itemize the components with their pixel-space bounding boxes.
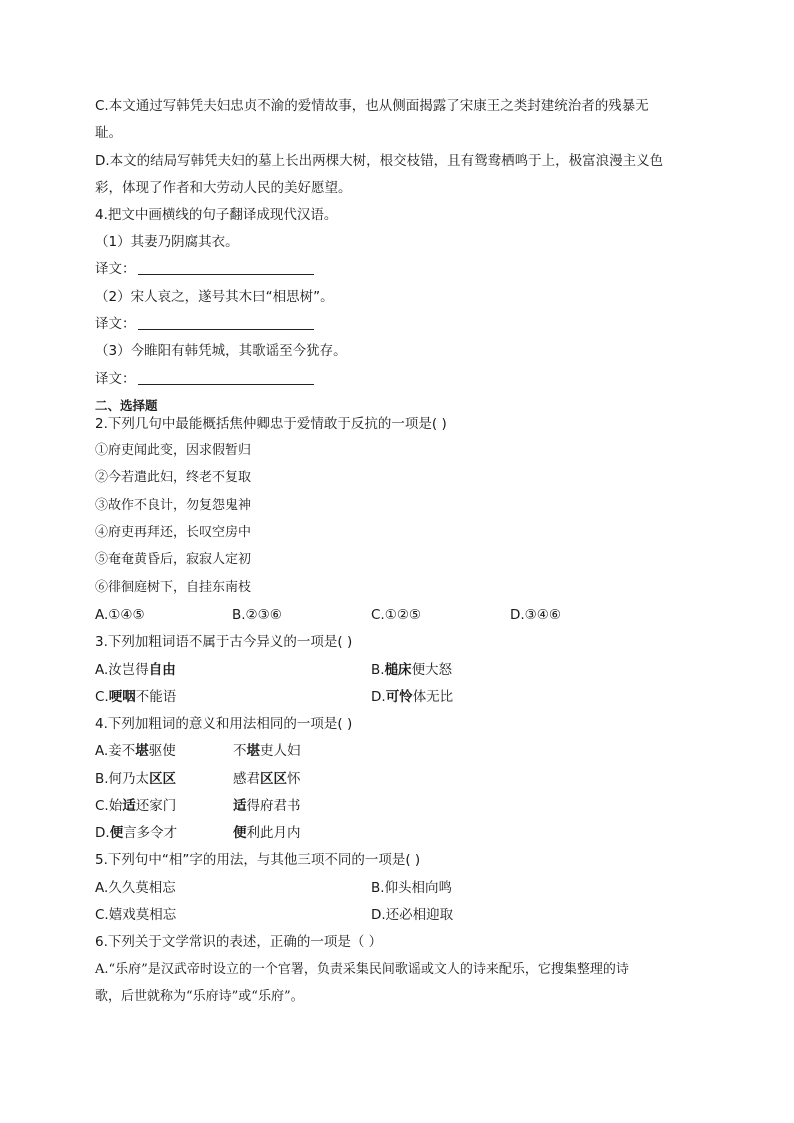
- list-item: ②今若遣此妇，终老不复取: [95, 470, 252, 485]
- q5-option-d[interactable]: D.还必相迎取: [371, 907, 454, 923]
- option-text: 吏人妇: [260, 743, 301, 759]
- option-text: 便大怒: [411, 662, 453, 678]
- option-text: 体无比: [412, 689, 454, 705]
- question-4-translate: 4.把文中画横线的句子翻译成现代汉语。: [95, 207, 338, 223]
- q2-option-a[interactable]: A.①④⑤: [95, 607, 145, 623]
- option-text: 不能语: [135, 689, 177, 705]
- list-item: ①府吏闻此变，因求假暂归: [95, 443, 252, 458]
- sentence-2: （2）宋人哀之，遂号其木曰“相思树”。: [95, 289, 334, 305]
- q2-option-d[interactable]: D.③④⑥: [510, 607, 561, 623]
- q2-option-c[interactable]: C.①②⑤: [371, 607, 422, 623]
- list-item: ⑥徘徊庭树下，自挂东南枝: [95, 580, 252, 595]
- bold-word: 区区: [149, 771, 177, 787]
- translation-1: [95, 259, 314, 279]
- question-5: 5.下列句中“相”字的用法，与其他三项不同的一项是( ): [95, 852, 421, 868]
- list-item: ④府吏再拜还，长叹空房中: [95, 525, 252, 540]
- option-text: 感君: [233, 771, 260, 787]
- q4-option-c-right: [233, 796, 301, 816]
- question-4: 4.下列加粗词的意义和用法相同的一项是( ): [95, 716, 353, 732]
- q4-option-d-left[interactable]: [95, 823, 177, 843]
- option-c-line1: C.本文通过写韩凭夫妇忠贞不渝的爱情故事，也从侧面揭露了宋康王之类封建统治者的残暴无: [95, 98, 649, 114]
- q5-option-b[interactable]: B.仰头相向鸣: [371, 880, 453, 896]
- q3-option-c[interactable]: [95, 687, 176, 707]
- q3-option-a[interactable]: [95, 660, 176, 680]
- q6-option-a-line1[interactable]: A.“乐府”是汉武帝时设立的一个官署，负责采集民间歌谣或文人的诗来配乐，它搜集整理的诗: [95, 962, 629, 977]
- question-3: 3.下列加粗词语不属于古今异义的一项是( ): [95, 634, 353, 650]
- q5-option-a[interactable]: A.久久莫相忘: [95, 880, 176, 896]
- question-2: 2.下列几句中最能概括焦仲卿忠于爱情敢于反抗的一项是( ): [95, 416, 447, 432]
- list-item: ⑤奄奄黄昏后，寂寂人定初: [95, 552, 252, 567]
- bold-word: 区区: [260, 771, 287, 787]
- option-text: 不: [233, 743, 247, 759]
- option-text: 言多令才: [123, 825, 178, 841]
- answer-blank[interactable]: [138, 260, 314, 275]
- option-d-line2: 彩，体现了作者和大劳动人民的美好愿望。: [95, 180, 352, 196]
- q3-option-b[interactable]: [371, 660, 452, 680]
- option-text: 驱使: [148, 743, 176, 759]
- sentence-3: （3）今睢阳有韩凭城，其歌谣至今犹存。: [95, 343, 347, 359]
- option-text: D.: [371, 689, 386, 705]
- q4-option-b-right: [233, 769, 301, 789]
- translation-2: [95, 314, 314, 334]
- q5-option-c[interactable]: C.嬉戏莫相忘: [95, 907, 177, 923]
- q4-option-a-left[interactable]: [95, 741, 176, 761]
- q4-option-c-left[interactable]: [95, 796, 176, 816]
- option-c-line2: 耻。: [95, 125, 122, 141]
- translation-label: 译文：: [95, 261, 136, 277]
- option-text: A.汝岂得: [95, 662, 149, 678]
- sentence-1: （1）其妻乃阴腐其衣。: [95, 234, 239, 250]
- bold-word: 便: [109, 825, 124, 841]
- translation-label: 译文：: [95, 371, 136, 387]
- bold-word: 自由: [148, 662, 176, 678]
- option-text: A.妾不: [95, 743, 136, 759]
- bold-word: 槌床: [384, 662, 412, 678]
- bold-word: 便: [233, 825, 247, 841]
- option-text: 怀: [287, 771, 301, 787]
- option-text: C.始: [95, 798, 123, 814]
- option-text: B.: [371, 662, 385, 678]
- question-6: 6.下列关于文学常识的表述，正确的一项是（ ）: [95, 934, 383, 950]
- option-d-line1: D.本文的结局写韩凭夫妇的墓上长出两棵大树，根交枝错，且有鸳鸯栖鸣于上，极富浪漫主义色: [95, 153, 664, 169]
- option-text: 利此月内: [246, 825, 301, 841]
- q4-option-b-left[interactable]: [95, 769, 176, 789]
- q4-option-a-right: [233, 741, 301, 761]
- option-text: C.: [95, 689, 109, 705]
- translation-3: [95, 369, 314, 389]
- answer-blank[interactable]: [138, 315, 314, 330]
- section-title: 二、选择题: [95, 398, 158, 413]
- bold-word: 适: [233, 798, 247, 814]
- translation-label: 译文：: [95, 316, 136, 332]
- answer-blank[interactable]: [138, 370, 314, 385]
- option-text: 还家门: [135, 798, 177, 814]
- bold-word: 可怜: [385, 689, 413, 705]
- option-text: D.: [95, 825, 110, 841]
- q4-option-d-right: [233, 823, 301, 843]
- q2-option-b[interactable]: B.②③⑥: [232, 607, 282, 623]
- bold-word: 哽咽: [108, 689, 136, 705]
- q3-option-d[interactable]: [371, 687, 453, 707]
- option-text: 得府君书: [246, 798, 301, 814]
- q6-option-a-line2[interactable]: 歌，后世就称为“乐府诗”或“乐府”。: [95, 989, 304, 1004]
- bold-word: 适: [122, 798, 136, 814]
- list-item: ③故作不良计，勿复怨鬼神: [95, 498, 252, 513]
- option-text: B.何乃太: [95, 771, 150, 787]
- bold-word: 堪: [246, 743, 260, 759]
- bold-word: 堪: [135, 743, 149, 759]
